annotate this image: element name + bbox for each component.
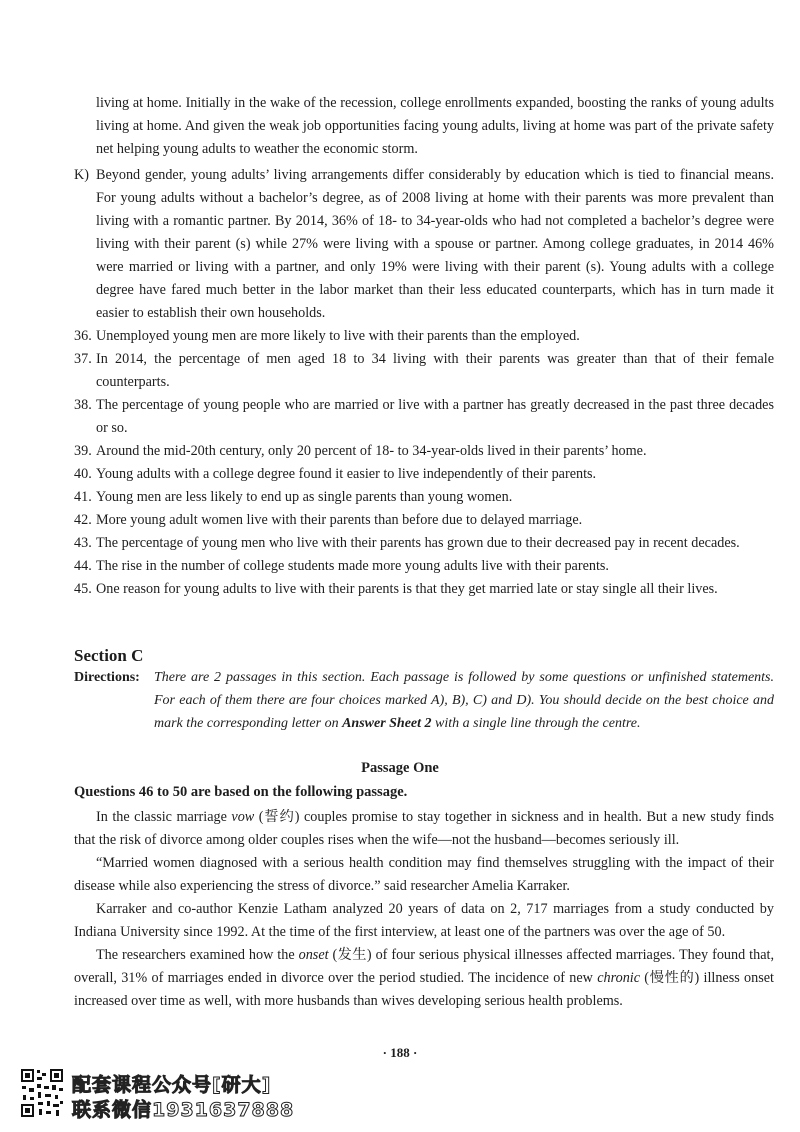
page-number: · 188 · <box>382 1045 418 1060</box>
question-text: Young adults with a college degree found it easier to live independently of their parents. <box>96 466 597 482</box>
paragraph-k <box>74 164 774 325</box>
glossed-word: chronic <box>597 970 641 986</box>
passage-paragraph: “Married women diagnosed with a serious health condition may find themselves struggling with the impact of their disease while also experiencing the stress of divorce.” said researcher Amelia Karraker. <box>74 855 774 894</box>
question-text: Around the mid-20th century, only 20 percent of 18- to 34-year-olds lived in their parents’ home. <box>96 443 647 459</box>
section-title: Section C <box>74 646 144 665</box>
text-run: of four serious physical illnesses affected marriages. They found that, overall, 31% of marriages ended in divorce over the period studied. The incidence of new <box>74 947 775 986</box>
question-item <box>74 578 774 601</box>
question-number: 37. <box>74 351 92 367</box>
question-text: More young adult women live with their parents than before due to delayed marriage. <box>96 512 583 528</box>
question-text: Unemployed young men are more likely to live with their parents than the employed. <box>96 328 580 344</box>
passage-title: Passage One <box>361 760 439 776</box>
directions-text-part2: with a single line through the centre. <box>431 716 641 731</box>
question-list <box>74 325 774 601</box>
question-number: 44. <box>74 558 92 574</box>
questions-heading: Questions 46 to 50 are based on the following passage. <box>74 784 408 800</box>
question-item <box>74 555 774 578</box>
passage-paragraph: Karraker and co-author Kenzie Latham analyzed 20 years of data on 2, 717 marriages from a study conducted by Indiana University since 1992. At the time of the first interview, at least one of the partners was over the age of 50. <box>74 901 774 940</box>
directions-answer-sheet: Answer Sheet 2 <box>342 716 432 731</box>
text-run: illness onset increased over time as well, with more husbands than wives developing serious health problems. <box>74 970 774 1009</box>
question-number: 45. <box>74 581 92 597</box>
passage-body <box>74 806 774 1013</box>
question-text: The rise in the number of college students made more young adults live with their parents. <box>96 558 609 574</box>
text-run: The researchers examined how the <box>96 947 299 963</box>
question-item <box>74 348 774 394</box>
watermark-line-1: 配套课程公众号[研大] <box>72 1074 272 1096</box>
question-number: 40. <box>74 466 92 482</box>
directions-text <box>154 666 774 735</box>
question-text: Young men are less likely to end up as single parents than young women. <box>96 489 513 505</box>
passage-paragraph <box>74 806 774 852</box>
question-number: 41. <box>74 489 92 505</box>
paragraph-k-block <box>74 164 774 601</box>
question-number: 38. <box>74 397 92 413</box>
directions-text-part1: There are 2 passages in this section. Each passage is followed by some questions or unfinished statements. For each of them there are four choices marked A), B), C) and D). You should decide on the best choice and mark the corresponding letter on <box>154 670 774 731</box>
question-item <box>74 463 774 486</box>
text-run: In the classic marriage <box>96 809 232 825</box>
glossed-word: onset <box>298 947 329 963</box>
directions <box>74 666 774 735</box>
question-number: 43. <box>74 535 92 551</box>
question-text: The percentage of young people who are married or live with a partner has greatly decreased in the past three decades or so. <box>96 397 774 436</box>
question-item <box>74 532 774 555</box>
paragraph-k-text: Beyond gender, young adults’ living arrangements differ considerably by education which is tied to financial means. For young adults without a bachelor’s degree, as of 2008 living at home with their parents was more prevalent than living with a romantic partner. By 2014, 36% of 18- to 34-year-olds who had not completed a bachelor’s degree were living with their parent (s) while 27% were living with a spouse or partner. Among college graduates, in 2014 46% were married or living with a partner, and only 19% were living with their parent (s). Young adults with a college degree have fared much better in the labor market than their less educated counterparts, which has in turn made it easier to establish their own households. <box>96 167 774 321</box>
question-number: 39. <box>74 443 92 459</box>
chinese-gloss: (慢性的) <box>640 970 700 986</box>
chinese-gloss: (誓约) <box>254 809 300 825</box>
continued-paragraph <box>96 92 774 161</box>
paragraph-continuation: living at home. Initially in the wake of the recession, college enrollments expanded, boosting the ranks of young adults living at home. And given the weak job opportunities facing young adults, living at home was part of the private safety net helping young adults to weather the economic storm. <box>96 95 774 157</box>
question-item <box>74 394 774 440</box>
question-item <box>74 440 774 463</box>
question-item <box>74 509 774 532</box>
passage-paragraph <box>74 944 774 1013</box>
question-item <box>74 486 774 509</box>
chinese-gloss: (发生) <box>328 947 372 963</box>
paragraph-k-label: K) <box>74 167 89 183</box>
watermark <box>20 1068 320 1120</box>
question-text: One reason for young adults to live with their parents is that they get married late or stay single all their lives. <box>96 581 718 597</box>
question-text: In 2014, the percentage of men aged 18 to 34 living with their parents was greater than that of their female counterparts. <box>96 351 774 390</box>
directions-label: Directions: <box>74 670 140 685</box>
question-text: The percentage of young men who live with their parents has grown due to their decreased pay in recent decades. <box>96 535 740 551</box>
glossed-word: vow <box>231 809 255 825</box>
question-number: 36. <box>74 328 92 344</box>
text-run: couples promise to stay together in sickness and in health. But a new study finds that the risk of divorce among older couples rises when the wife—not the husband—becomes seriously ill. <box>74 809 774 848</box>
question-item <box>74 325 774 348</box>
question-number: 42. <box>74 512 92 528</box>
watermark-line-2: 联系微信1931637888 <box>72 1099 295 1121</box>
qr-code-icon <box>20 1068 64 1118</box>
